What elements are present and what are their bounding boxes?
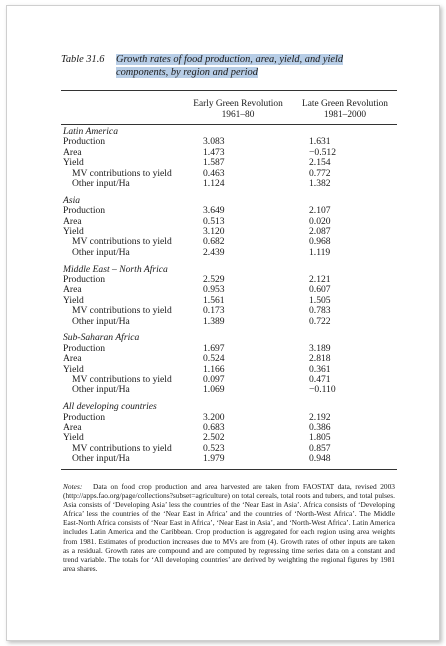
value-early: 0.097 xyxy=(203,374,225,385)
value-early: 1.587 xyxy=(203,157,225,169)
table-row xyxy=(63,384,393,395)
row-label: Yield xyxy=(63,157,84,169)
table-row xyxy=(63,432,393,443)
value-late: 1.631 xyxy=(309,136,331,148)
notes-text: Data on food crop production and area harvested are taken from FAOSTAT data, revised 2003 (http://apps.fao.org/page/collections?subset=agriculture) on total cereals, total roots and tubers, and total pulses. Asia consists of ‘Developing Asia’ less the countries of the ‘Near East in Asia’. Africa consists of ‘Developing Africa’ less the countries of the ‘Near East in Africa’ and the countries of ‘North-West Africa’. The Middle East-North Africa consists of ‘Near East in Africa’, ‘Near East in Asia’, and ‘North-West Africa’. Latin America includes Latin America and the Caribbean. Crop production is aggregated for each region using area weights from 1981. Estimates of production increases due to MVs are from (4). Growth rates of other inputs are taken as a residual. Growth rates are compound and are computed by regressing time series data on a constant and trend variable. The totals for ‘All developing countries’ are derived by weighting the regional figures by 1981 area shares. xyxy=(63,482,395,573)
value-early: 1.473 xyxy=(203,146,225,158)
table-row xyxy=(63,364,393,375)
table-label: Table 31.6 xyxy=(61,54,105,65)
row-label: Other input/Ha xyxy=(72,178,130,189)
value-early: 1.124 xyxy=(203,178,225,189)
table-row xyxy=(63,274,393,285)
row-label: Production xyxy=(63,136,106,148)
table-row xyxy=(63,168,393,179)
value-late: 0.020 xyxy=(309,215,331,227)
table-row xyxy=(63,412,393,423)
value-late: 2.818 xyxy=(309,353,331,365)
value-early: 1.069 xyxy=(203,384,225,396)
table-row xyxy=(63,247,393,258)
table-row xyxy=(63,157,393,168)
column-header-late-title: Late Green Revolution xyxy=(302,99,388,109)
table-row xyxy=(63,284,393,295)
value-early: 1.697 xyxy=(203,342,225,354)
table-row xyxy=(63,178,393,189)
value-late: −0.110 xyxy=(309,384,336,396)
row-label: Production xyxy=(63,342,106,354)
value-late: 2.192 xyxy=(309,411,331,423)
table-row xyxy=(63,147,393,158)
section-title: Sub-Saharan Africa xyxy=(63,332,140,344)
row-label: MV contributions to yield xyxy=(72,167,172,179)
column-header-early xyxy=(183,99,293,121)
row-label: Yield xyxy=(63,432,84,444)
header-rule xyxy=(61,124,397,125)
table-title-line2[interactable]: components, by region and period xyxy=(116,67,258,78)
value-late: 0.607 xyxy=(309,284,331,296)
row-label: Area xyxy=(63,284,82,296)
value-early: 2.502 xyxy=(203,432,225,444)
row-label: Area xyxy=(63,353,82,365)
row-label: Area xyxy=(63,146,82,158)
row-label: MV contributions to yield xyxy=(72,374,172,385)
section-title: Asia xyxy=(63,194,81,206)
column-header-early-title: Early Green Revolution xyxy=(193,99,283,109)
row-label: Other input/Ha xyxy=(72,246,130,258)
value-late: 0.772 xyxy=(309,167,331,179)
value-early: 3.200 xyxy=(203,411,225,423)
value-early: 0.523 xyxy=(203,442,225,454)
value-early: 0.682 xyxy=(203,236,225,248)
value-early: 3.120 xyxy=(203,226,225,237)
table-row xyxy=(63,343,393,354)
value-late: 2.107 xyxy=(309,205,331,217)
value-early: 3.649 xyxy=(203,205,225,217)
value-late: 0.386 xyxy=(309,422,331,433)
table-notes xyxy=(63,482,395,573)
document-page xyxy=(6,5,440,641)
table-row xyxy=(63,295,393,306)
value-late: 0.783 xyxy=(309,305,331,317)
column-header-early-years: 1961–80 xyxy=(221,110,255,120)
table-row xyxy=(63,374,393,385)
table-row xyxy=(63,353,393,364)
table-row xyxy=(63,305,393,316)
value-early: 0.463 xyxy=(203,167,225,179)
table-row xyxy=(63,236,393,247)
value-late: 1.119 xyxy=(309,246,331,258)
value-late: 0.361 xyxy=(309,363,331,375)
value-early: 1.166 xyxy=(203,363,225,375)
table-row xyxy=(63,216,393,227)
table-row xyxy=(63,422,393,433)
value-late: 0.722 xyxy=(309,315,331,327)
value-late: 3.189 xyxy=(309,342,331,354)
column-header-late xyxy=(293,99,397,121)
value-late: 0.948 xyxy=(309,453,331,465)
value-early: 0.683 xyxy=(203,422,225,433)
value-early: 0.524 xyxy=(203,353,225,365)
value-early: 1.979 xyxy=(203,453,225,465)
value-late: 0.968 xyxy=(309,236,331,248)
row-label: Production xyxy=(63,205,106,217)
bottom-rule xyxy=(61,469,397,470)
value-late: 1.382 xyxy=(309,178,331,189)
table-row xyxy=(63,136,393,147)
table-row xyxy=(63,316,393,327)
value-late: 0.857 xyxy=(309,442,331,454)
value-early: 1.561 xyxy=(203,294,225,306)
value-late: 1.805 xyxy=(309,432,331,444)
value-late: 1.505 xyxy=(309,294,331,306)
value-early: 2.439 xyxy=(203,246,225,258)
value-early: 0.513 xyxy=(203,215,225,227)
row-label: MV contributions to yield xyxy=(72,442,172,454)
section-title: All developing countries xyxy=(63,401,157,413)
value-late: 2.154 xyxy=(309,157,331,169)
value-early: 0.173 xyxy=(203,305,225,317)
notes-label: Notes: xyxy=(63,482,83,491)
value-early: 2.529 xyxy=(203,274,225,285)
row-label: Other input/Ha xyxy=(72,384,130,396)
value-late: −0.512 xyxy=(309,146,336,158)
row-label: Production xyxy=(63,274,106,285)
table-row xyxy=(63,205,393,216)
value-early: 1.389 xyxy=(203,315,225,327)
section-title: Middle East – North Africa xyxy=(63,263,168,275)
table-caption xyxy=(61,53,381,79)
top-rule xyxy=(61,90,397,91)
value-early: 3.083 xyxy=(203,136,225,148)
value-late: 2.087 xyxy=(309,226,331,237)
row-label: Other input/Ha xyxy=(72,315,130,327)
row-label: Yield xyxy=(63,363,84,375)
value-late: 0.471 xyxy=(309,374,331,385)
row-label: Yield xyxy=(63,294,84,306)
table-title-line1[interactable]: Growth rates of food production, area, yield, and yield xyxy=(116,54,344,65)
row-label: Area xyxy=(63,215,82,227)
row-label: Area xyxy=(63,422,82,433)
row-label: MV contributions to yield xyxy=(72,305,172,317)
table-row xyxy=(63,443,393,454)
value-early: 0.953 xyxy=(203,284,225,296)
table-row xyxy=(63,226,393,237)
row-label: Other input/Ha xyxy=(72,453,130,465)
row-label: MV contributions to yield xyxy=(72,236,172,248)
section-title: Latin America xyxy=(63,126,118,137)
value-late: 2.121 xyxy=(309,274,331,285)
table-row xyxy=(63,453,393,464)
row-label: Production xyxy=(63,411,106,423)
column-header-late-years: 1981–2000 xyxy=(323,110,367,120)
row-label: Yield xyxy=(63,226,84,237)
